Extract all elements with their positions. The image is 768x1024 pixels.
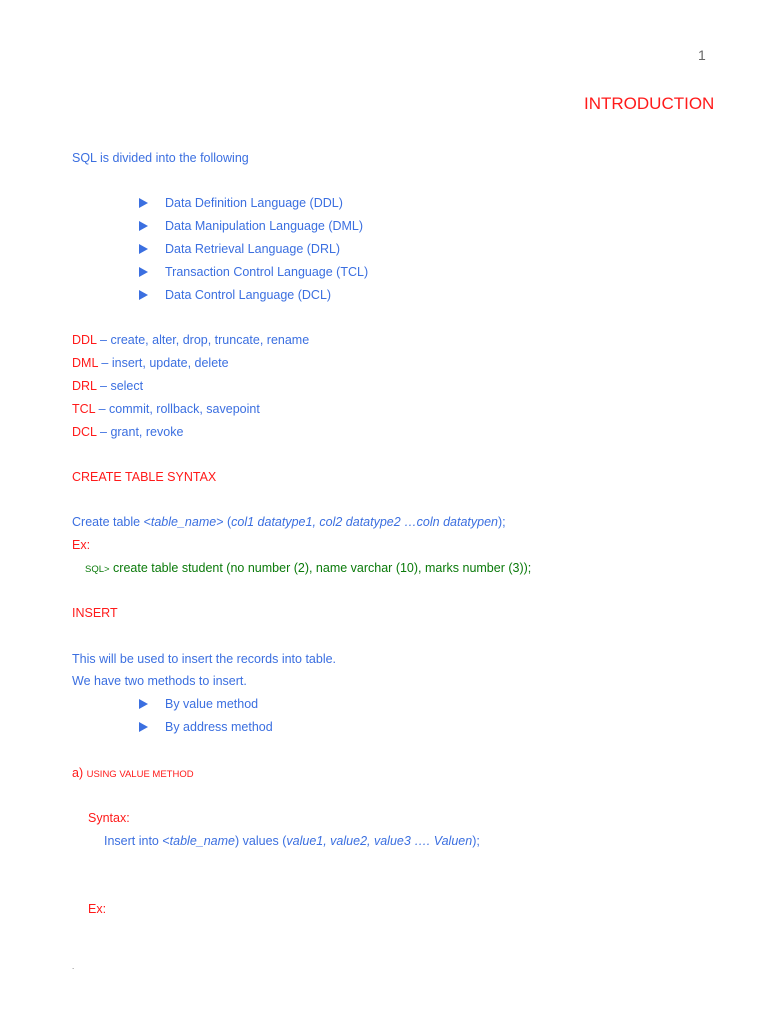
list-item: By address method [139, 720, 273, 734]
create-syntax: Create table <table_name> (col1 datatype1, col2 datatype2 …coln datatypen); [72, 515, 506, 529]
command-row: TCL – commit, rollback, savepoint [72, 402, 260, 416]
list-item: Data Retrieval Language (DRL) [139, 242, 340, 256]
arrow-bullet-icon [139, 699, 148, 709]
value-method-heading: a) USING VALUE METHOD [72, 766, 194, 780]
footer-mark: . [72, 962, 75, 971]
page-title: INTRODUCTION [584, 94, 715, 113]
create-example: SQL> create table student (no number (2), name varchar (10), marks number (3)); [85, 561, 532, 575]
list-item: Data Control Language (DCL) [139, 288, 331, 302]
ex-label-2: Ex: [88, 902, 107, 916]
arrow-bullet-icon [139, 244, 148, 254]
arrow-bullet-icon [139, 722, 148, 732]
list-item: Transaction Control Language (TCL) [139, 265, 368, 279]
command-row: DRL – select [72, 379, 144, 393]
arrow-bullet-icon [139, 290, 148, 300]
page-number: 1 [698, 47, 706, 63]
list-item: By value method [139, 697, 258, 711]
list-item: Data Manipulation Language (DML) [139, 219, 363, 233]
command-row: DDL – create, alter, drop, truncate, rename [72, 333, 310, 347]
intro-text: SQL is divided into the following [72, 151, 249, 165]
arrow-bullet-icon [139, 198, 148, 208]
section-heading-create: CREATE TABLE SYNTAX [72, 470, 217, 484]
list-item: Data Definition Language (DDL) [139, 196, 343, 210]
command-row: DML – insert, update, delete [72, 356, 229, 370]
syntax-label: Syntax: [88, 811, 130, 825]
ex-label: Ex: [72, 538, 91, 552]
insert-syntax: Insert into <table_name) values (value1, value2, value3 …. Valuen); [104, 834, 480, 848]
arrow-bullet-icon [139, 221, 148, 231]
command-row: DCL – grant, revoke [72, 425, 184, 439]
arrow-bullet-icon [139, 267, 148, 277]
section-heading-insert: INSERT [72, 606, 118, 620]
insert-description-line: We have two methods to insert. [72, 674, 247, 688]
insert-description-line: This will be used to insert the records into table. [72, 652, 337, 666]
